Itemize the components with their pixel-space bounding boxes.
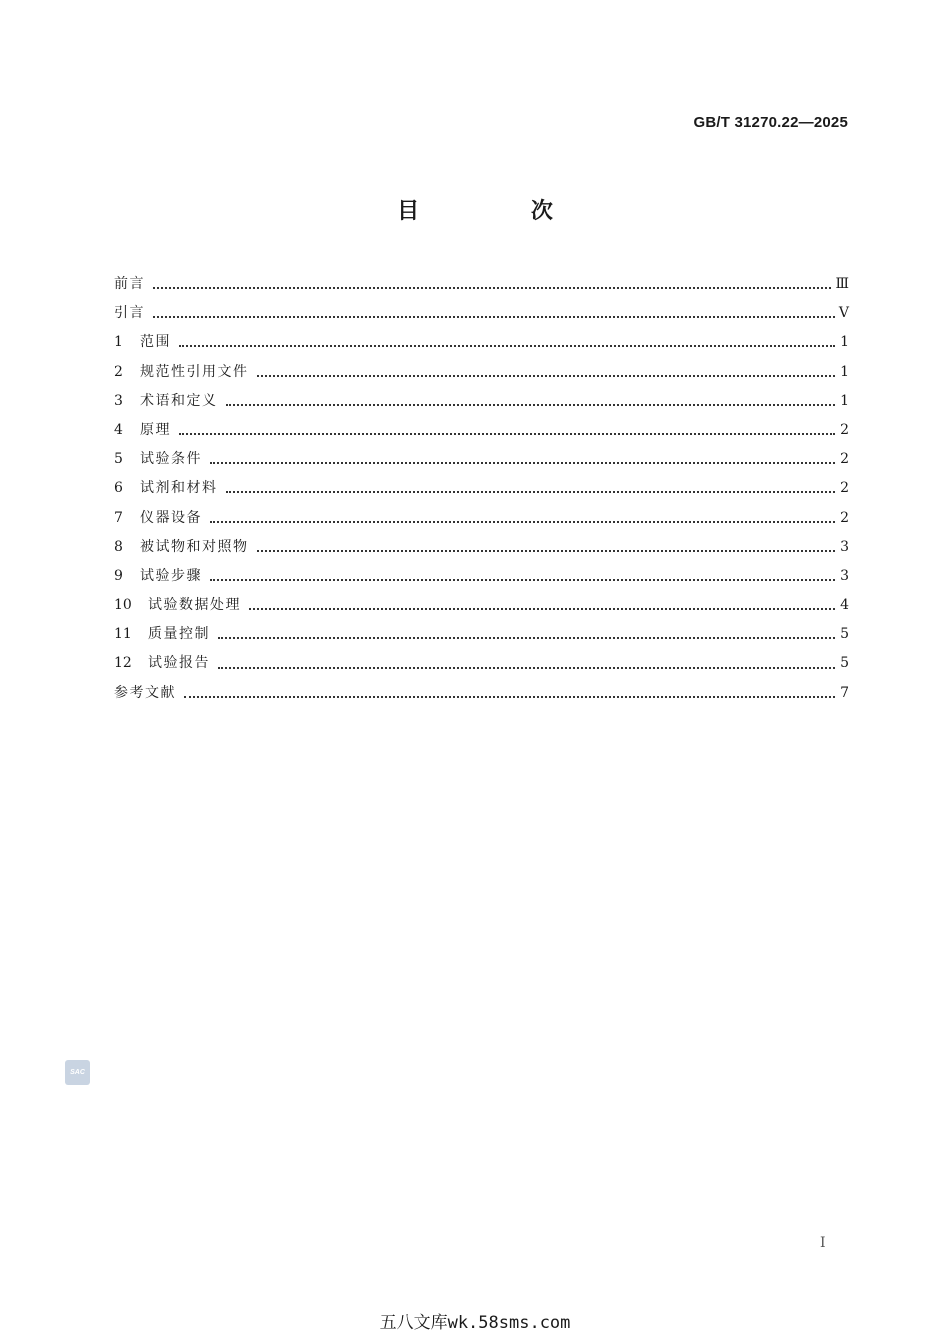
toc-entry-number: 2 <box>114 363 123 380</box>
toc-entry[interactable] <box>114 591 849 620</box>
toc-entry-page: 2 <box>840 509 849 526</box>
toc-entry-page: 1 <box>840 363 849 380</box>
toc-entry-page: 4 <box>840 597 849 614</box>
toc-dot-leader <box>210 461 835 464</box>
toc-dot-leader <box>226 490 836 493</box>
toc-entry-number: 8 <box>114 538 123 555</box>
toc-entry[interactable] <box>114 679 849 708</box>
toc-entry-label: 试验报告 <box>148 655 210 672</box>
toc-dot-leader <box>179 344 835 347</box>
toc-entry-label: 被试物和对照物 <box>140 538 249 555</box>
toc-dot-leader <box>210 578 835 581</box>
toc-entry-page: 2 <box>840 421 849 438</box>
toc-entry-number: 7 <box>114 509 123 526</box>
toc-dot-leader <box>249 607 835 610</box>
toc-dot-leader <box>179 432 835 435</box>
toc-entry-number: 1 <box>114 334 123 351</box>
toc-entry-label: 引言 <box>114 305 145 322</box>
toc-entry-page: 3 <box>840 538 849 555</box>
toc-entry-label: 试验步骤 <box>140 567 202 584</box>
toc-entry-page: 2 <box>840 451 849 468</box>
toc-entry-page: 7 <box>840 684 849 701</box>
toc-entry-page: 1 <box>840 392 849 409</box>
toc-dot-leader <box>218 636 835 639</box>
toc-entry[interactable] <box>114 504 849 533</box>
toc-entry[interactable] <box>114 649 849 678</box>
toc-entry-label: 参考文献 <box>114 684 176 701</box>
toc-entry-number: 9 <box>114 567 123 584</box>
toc-entry-page: 5 <box>840 655 849 672</box>
toc-entry-page: Ⅴ <box>838 305 849 322</box>
toc-dot-leader <box>257 549 836 552</box>
toc-entry[interactable] <box>114 416 849 445</box>
toc-entry-number: 4 <box>114 421 123 438</box>
page-number: I <box>820 1235 826 1251</box>
toc-entry-page: 1 <box>840 334 849 351</box>
toc-entry[interactable] <box>114 270 849 299</box>
toc-entry-label: 规范性引用文件 <box>140 363 249 380</box>
toc-entry-number: 6 <box>114 480 123 497</box>
toc-dot-leader <box>184 695 835 698</box>
toc-entry-label: 试验数据处理 <box>148 597 241 614</box>
toc-dot-leader <box>218 666 835 669</box>
toc-entry-label: 术语和定义 <box>140 392 218 409</box>
toc-entry-number: 5 <box>114 451 123 468</box>
toc-entry[interactable] <box>114 474 849 503</box>
toc-entry[interactable] <box>114 328 849 357</box>
toc-entry-page: Ⅲ <box>835 276 849 292</box>
toc-entry-label: 前言 <box>114 276 145 292</box>
toc-entry[interactable] <box>114 299 849 328</box>
toc-entry[interactable] <box>114 445 849 474</box>
toc-entry[interactable] <box>114 387 849 416</box>
toc-entry-label: 试验条件 <box>140 451 202 468</box>
toc-entry-label: 试剂和材料 <box>140 480 218 497</box>
toc-entry-label: 原理 <box>140 421 171 438</box>
toc-dot-leader <box>210 520 835 523</box>
sac-logo: SAC <box>65 1060 90 1085</box>
toc-entry-number: 10 <box>114 597 132 614</box>
toc-entry-number: 11 <box>114 626 132 643</box>
toc-entry-label: 仪器设备 <box>140 509 202 526</box>
toc-entry-label: 范围 <box>140 334 171 351</box>
toc-entry[interactable] <box>114 620 849 649</box>
table-of-contents <box>114 270 849 708</box>
toc-dot-leader <box>226 403 836 406</box>
toc-entry-page: 3 <box>840 567 849 584</box>
toc-entry-label: 质量控制 <box>148 626 210 643</box>
toc-title: 目 次 <box>397 198 605 224</box>
toc-entry[interactable] <box>114 533 849 562</box>
toc-entry-number: 12 <box>114 655 132 672</box>
toc-dot-leader <box>153 286 831 289</box>
toc-entry-page: 2 <box>840 480 849 497</box>
toc-entry[interactable] <box>114 358 849 387</box>
watermark-text: 五八文库wk.58sms.com <box>379 1313 571 1333</box>
toc-entry[interactable] <box>114 562 849 591</box>
toc-dot-leader <box>257 374 836 377</box>
document-code: GB/T 31270.22—2025 <box>693 114 848 131</box>
toc-dot-leader <box>153 315 835 318</box>
toc-entry-page: 5 <box>840 626 849 643</box>
toc-entry-number: 3 <box>114 392 123 409</box>
